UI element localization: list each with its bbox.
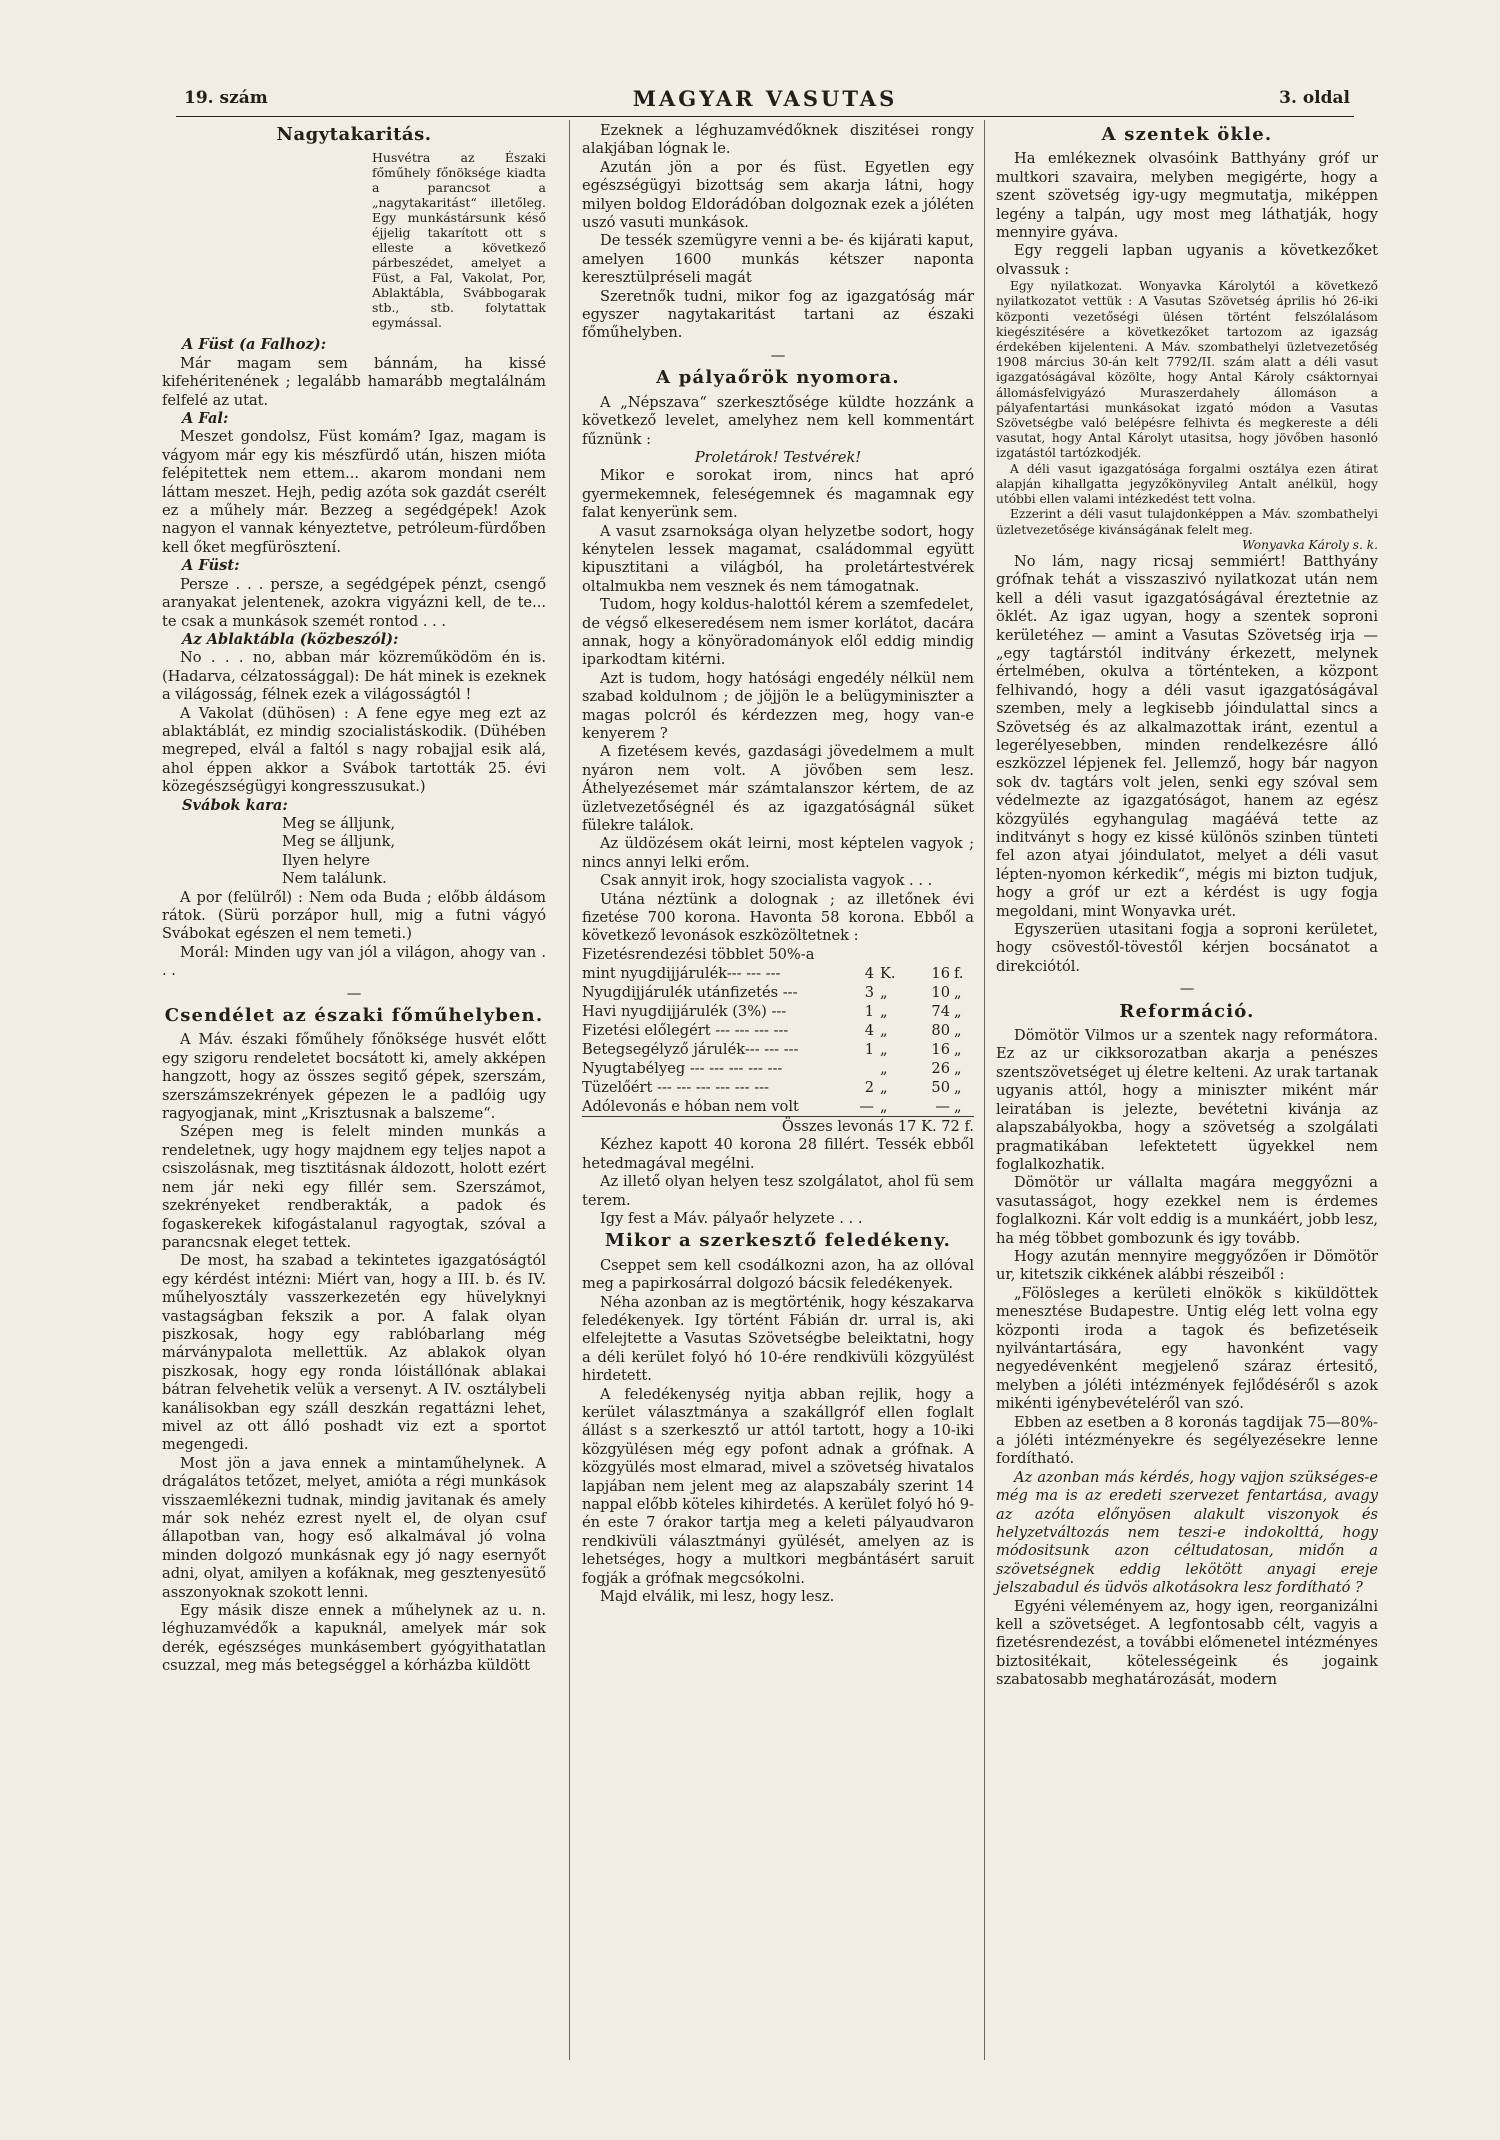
letter-salutation: Proletárok! Testvérek! xyxy=(694,448,862,466)
signature: Wonyavka Károly s. k. xyxy=(1242,537,1378,552)
table-row xyxy=(582,1040,974,1059)
fee-korona: 1 xyxy=(864,1003,874,1021)
fee-korona: 4 xyxy=(864,1022,874,1040)
article-intro: Husvétra az Északi főműhely főnöksége kiadta a parancsot a „nagytakaritást“ illetőleg. Egy munkástársunk késő éjjelig takarított ott s elleste a következő párbeszédet, amelyet a Füst, a Fal, Vakolat, Por, Ablaktábla, Svábbogarak stb., stb. folytattak egymással. xyxy=(372,150,546,331)
paragraph: Egyéni véleményem az, hogy igen, reorganizálni kell a szövetséget. A legfontosabb célt, vagyis a fizetésrendezést, a további előmenetel intézményes biztositékait, kötelességeink és jogaink szabatosabb meghatározását, modern xyxy=(996,1597,1378,1689)
fee-label: Nyugtabélyeg --- --- --- --- --- xyxy=(582,1060,783,1078)
fee-korona-unit: „ xyxy=(880,1003,888,1021)
table-row xyxy=(582,1059,974,1078)
article-title-szerkeszto: Mikor a szerkesztő feledékeny. xyxy=(604,1230,952,1252)
fee-filler-unit: „ xyxy=(954,1079,962,1097)
column-divider-2 xyxy=(984,120,985,2060)
paragraph: A fizetésem kevés, gazdasági jövedelmem a mult nyáron nem volt. A jövőben sem lesz. Áthelyezésemet már számtalanszor kértem, de az üzletvezetőségnél és az igazgatóságnál süket fülekre találok. xyxy=(582,743,974,835)
fee-filler: 10 xyxy=(931,984,950,1002)
fee-korona: 2 xyxy=(864,1079,874,1097)
paragraph: Hogy azután mennyire meggyőzően ir Dömötör ur, kitetszik cikkének alábbi részeiből : xyxy=(996,1247,1378,1284)
fee-label: Adólevonás e hóban nem volt xyxy=(582,1098,799,1116)
paragraph: Kézhez kapott 40 korona 28 fillért. Tessék ebből hetedmagával megélni. xyxy=(582,1136,974,1172)
paragraph: Ebben az esetben a 8 koronás tagdijak 75—80%-a jóléti intézményekre és segélyezésekre lenne fordítható. xyxy=(996,1413,1378,1468)
fee-table-header: Fizetésrendezési többlet 50%-a xyxy=(582,945,815,963)
paragraph: Most jön a java ennek a mintaműhelynek. A drágalátos tetőzet, melyet, amióta a régi munkások visszaemlékezni tudnak, mindig javitanak és amely már sok nehéz ezrest nyelt el, de olyan csuf állapotban van, hogy eső alkalmával jó volna minden dolgozó munkásnak egy jó nagy esernyőt adni, olyat, amilyen a kofáknak, meg gesztenyesütő asszonyoknak szokott lenni. xyxy=(162,1454,546,1601)
paragraph: A Vakolat (dühösen) : A fene egye meg ezt az ablaktáblát, ez mindig szocialistáskodik. (Dühében megreped, elvál a faltól s nagy robajjal esik alá, ahol éppen akkor a Svábok tartották 25. évi közegészségügyi kongresszusukat.) xyxy=(162,704,546,796)
section-dash: — xyxy=(1179,980,1195,998)
fee-filler: 16 xyxy=(931,1041,950,1059)
fee-label: Betegsegélyző járulék--- --- --- xyxy=(582,1041,799,1059)
paragraph: Egyszerüen utasitani fogja a soproni kerületet, hogy csövestől-tövestől kérjen bocsánatot a direkciótól. xyxy=(996,921,1378,975)
fee-label: Havi nyugdijjárulék (3%) --- xyxy=(582,1003,787,1021)
fee-filler: — xyxy=(935,1098,950,1116)
paragraph: Meszet gondolsz, Füst komám? Igaz, magam is vágyom már egy kis mészfürdő után, hiszen mióta felépitettek nem ettem... akarom mondani nem láttam meszet. Hejh, pedig azóta sok gazdát cserélt ez a műhely már. Bezzeg a segédgépek! Azok nagyon el vannak kényeztetve, petróleum-fürdőben kell őket megfürösztení. xyxy=(162,428,546,556)
paragraph: No . . . no, abban már közreműködöm én is. (Hadarva, célzatossággal): De hát minek is ezeknek a világosság, félnek ezek a világosságtól ! xyxy=(162,649,546,704)
speaker-svabok: Svábok kara: xyxy=(182,796,288,814)
article-title-palyaorok: A pályaőrök nyomora. xyxy=(656,367,900,389)
table-row xyxy=(582,1078,974,1097)
fee-korona-unit: „ xyxy=(880,1098,888,1116)
paragraph: Mikor e sorokat irom, nincs hat apró gyermekemnek, feleségemnek és magamnak egy falat kenyerünk sem. xyxy=(582,467,974,522)
paragraph: A déli vasut igazgatósága forgalmi osztálya ezen átirat alapján kihallgatta jegyzőkönyvileg Antalt anélkül, hogy utóbbi ellen valami intézkedést tett volna. xyxy=(996,461,1378,507)
fee-korona-unit: „ xyxy=(880,1079,888,1097)
verse-line: Ilyen helyre xyxy=(282,851,370,869)
fee-label: Nyugdijjárulék utánfizetés --- xyxy=(582,984,798,1002)
column-1 xyxy=(162,122,546,1676)
paragraph: Az üldözésem okát leirni, most képtelen vagyok ; nincs annyi lelki erőm. xyxy=(582,835,974,871)
paragraph: A Máv. északi főműhely főnöksége husvét előtt egy szigoru rendeletet bocsátott ki, amely akképen hangzott, hogy az összes segitő gépek, szerszám, szerszámszekrények gépezen le a padlóig ugy ragyogjanak, mint „Krisztusnak a balszeme“. xyxy=(162,1031,546,1123)
paragraph: Ha emlékeznek olvasóink Batthyány gróf ur multkori szavaira, melyben megigérte, hogy a szent szövetség igy-ugy megmutatja, miképpen legény a talpán, ugy most meg láthatják, hogy mennyire gyáva. xyxy=(996,150,1378,242)
section-dash: — xyxy=(770,346,786,364)
fee-label: Fizetési előlegért --- --- --- --- xyxy=(582,1022,789,1040)
paragraph: Igy fest a Máv. pályaőr helyzete . . . xyxy=(600,1209,863,1227)
paragraph: Tudom, hogy koldus-halottól kérem a szemfedelet, de végső elkeseredésem nem ismer korlátot, dacára annak, hogy a könyöradományok elől eddig mindig iparkodtam kitérni. xyxy=(582,596,975,669)
paragraph: A feledékenység nyitja abban rejlik, hogy a kerület választmánya a szakállgróf ellen foglalt állást s a szerkesztő ur attól tartott, hogy a 10-iki közgyülésen még egy pofont adnak a grófnak. A közgyülés most elmarad, mivel a szövetség hivatalos lapjában nem jelent meg az alapszabály szerint 14 nappal előbb köteles kihirdetés. A kerület folyó hó 9-én este 7 órakor tartja meg a keleti pályaudvaron rendkivüli választmányi gyülését, amelyen az is lehetséges, hogy a multkori megbántásért saruit fogják a grófnak megcsókolni. xyxy=(582,1385,974,1587)
paragraph: Dömötör Vilmos ur a szentek nagy reformátora. Ez az ur cikksorozatban akarja a penészes szentszövetséget uj életre kelteni. Az urak tartanak ugyanis attól, hogy a miniszter miként már leiratában is jelezte, bevétetni kivánja az alapszabályokba, hogy a szövetség a szolgálati pragmatikában lefektetett ügyekkel nem foglalkozhatik. xyxy=(996,1027,1378,1173)
fee-korona: — xyxy=(859,1098,874,1116)
paragraph: Szeretnők tudni, mikor fog az igazgatóság már egyszer nagytakaritást tartani az északi főműhelyben. xyxy=(582,287,974,342)
paragraph: Majd elválik, mi lesz, hogy lesz. xyxy=(600,1588,835,1606)
column-2 xyxy=(582,122,974,1606)
article-title-nagytakaritas: Nagytakaritás. xyxy=(276,124,432,145)
paragraph: Már magam sem bánnám, ha kissé kifehéritenének ; legalább hamarább megtalálnám felfelé az utat. xyxy=(162,354,546,409)
page-number: 3. oldal xyxy=(1279,88,1350,108)
paragraph: A vasut zsarnoksága olyan helyzetbe sodort, hogy kénytelen lessek magamat, családommal együtt kipusztitani a világból, ha proletártestvérek oltalmukba nem vesznek és nem támogatnak. xyxy=(582,522,974,595)
table-row xyxy=(582,1097,974,1117)
fee-korona-unit: „ xyxy=(880,1060,888,1078)
fee-korona: 4 xyxy=(864,965,874,983)
paragraph: Egy nyilatkozat. Wonyavka Károlytól a következő nyilatkozatot vettük : A Vasutas Szövetség április hó 26-iki központi vezetőségi ülésen történt felszólalásom kiegészitésére a következőket tartozom az igazság érdekében kijelenteni. A Máv. szombathelyi üzletvezetőség 1908 március 30-án kelt 7792/II. szám alatt a déli vasut igazgatóságával közölte, hogy Antal Károly csáktornyai állomásfelvigyázó Muraszerdahely állomáson a pályafentartási munkásokat izgató módon a Vasutas Szövetségbe való belépésre felhivta és megkereste a déli vasutat, hogy Antal Károlyt utasitsa, hogy jövőben hasonló izgatástól tartózkodjék. xyxy=(996,279,1378,461)
masthead-title: MAGYAR VASUTAS xyxy=(632,86,898,111)
paragraph: Csak annyit irok, hogy szocialista vagyok . . . xyxy=(600,872,933,890)
paragraph: Az illető olyan helyen tesz szolgálatot, ahol fü sem terem. xyxy=(582,1173,974,1209)
fee-filler-unit: „ xyxy=(954,984,962,1002)
fee-filler: 80 xyxy=(931,1022,950,1040)
fee-filler: 50 xyxy=(931,1079,950,1097)
verse-line: Meg se álljunk, xyxy=(282,814,396,832)
paragraph: Egy másik disze ennek a műhelynek az u. n. léghuzamvédők a kapuknál, amelyek már sok derék, egészséges munkásembert gyógyithatatlan csuzzal, meg más betegséggel a kórházba küldött xyxy=(162,1602,546,1675)
paragraph: „Fölösleges a kerületi elnökök s kiküldöttek menesztése Budapestre. Untig elég lett volna egy központi iroda a tagok és befizetéseik nyilvántartására, egy havonként vagy negyedévenként megjelenő száraz értesitő, melyben a jóléti intézmények fejlődéséről s azok mikénti igénybevételéről van szó. xyxy=(996,1284,1378,1413)
table-row xyxy=(582,1021,974,1040)
fee-filler: 16 xyxy=(931,965,950,983)
article-title-csendelet: Csendélet az északi főműhelyben. xyxy=(164,1005,544,1027)
fee-korona-unit: „ xyxy=(880,984,888,1002)
fee-label: mint nyugdijjárulék--- --- --- xyxy=(582,965,781,983)
paragraph: Az azonban más kérdés, hogy vajjon szükséges-e még ma is az eredeti szervezet fentartása, avagy az azóta előnyösen alakult viszonyok és helyzetváltozás nem teszi-e indokolttá, hogy módositsunk azon céltudatosan, midőn a szövetségnek eddig lekötött anyagi ereje jelszabadul és üdvös alkotásokra lesz fordítható ? xyxy=(996,1468,1378,1597)
paragraph: Utána néztünk a dolognak ; az illetőnek évi fizetése 700 korona. Havonta 58 korona. Ebből a következő levonások eszközöltetnek : xyxy=(582,890,974,945)
fee-filler: 74 xyxy=(931,1003,950,1021)
fee-total: Összes levonás 17 K. 72 f. xyxy=(582,1117,974,1137)
article-title-reformacio: Reformáció. xyxy=(1119,1000,1255,1022)
speaker-ablaktabla: Az Ablaktábla (közbeszól): xyxy=(182,630,399,648)
issue-number: 19. szám xyxy=(184,88,268,108)
fee-filler-unit: f. xyxy=(954,965,964,983)
fee-filler-unit: „ xyxy=(954,1041,962,1059)
fee-korona: 3 xyxy=(864,984,874,1002)
speaker-fust: A Füst (a Falhoz): xyxy=(182,336,327,354)
fee-filler-unit: „ xyxy=(954,1060,962,1078)
table-total-row xyxy=(582,1117,974,1137)
quoted-statement xyxy=(996,279,1378,553)
paragraph: Ezeknek a léghuzamvédőknek diszitései rongy alakjában lógnak le. xyxy=(582,122,974,158)
page-header xyxy=(176,86,1354,117)
speaker-fal: A Fal: xyxy=(182,410,229,428)
paragraph: De most, ha szabad a tekintetes igazgatóságtól egy kérdést intézni: Miért van, hogy a III. b. és IV. műhelyosztály vasszerkezetén egy hüvelyknyi vastagságban fekszik a por. A falak olyan piszkosak, hogy egy rablóbarlang még márványpalota mellettük. Az ablakok olyan piszkosak, hogy egy ronda lóistállónak ablakai bátran felvehetik velük a versenyt. A IV. osztálybeli kanálisokban egy száll deszkán regattázni lehet, mivel az ott álló poshadt viz ezt a sportot megengedi. xyxy=(162,1252,546,1454)
verse-line: Nem találunk. xyxy=(282,870,387,888)
fee-korona-unit: „ xyxy=(880,1022,888,1040)
paragraph: Azt is tudom, hogy hatósági engedély nélkül nem szabad koldulnom ; de jöjjön le a belügyminiszter a magas polcról és kérdezzen meg, hogy van-e kenyerem ? xyxy=(582,669,974,742)
table-row xyxy=(582,983,974,1002)
paragraph: Persze . . . persze, a segédgépek pénzt, csengő aranyakat jelentenek, azokra vigyázni kell, de te... te csak a munkások szemét rontod . . . xyxy=(162,575,546,630)
paragraph: Dömötör ur vállalta magára meggyőzni a vasutasságot, hogy ezekkel nem is érdemes foglalkozni. Kár volt eddig is a munkáért, jobb lesz, ha még többet gombozunk és igy tovább. xyxy=(996,1174,1378,1247)
paragraph: Ezzerint a déli vasut tulajdonképpen a Máv. szombathelyi üzletvezetősége kivánságának felelt meg. xyxy=(996,507,1378,537)
paragraph: Szépen meg is felelt minden munkás a rendeletnek, ugy hogy majdnem egy teljes napot a csiszolásnak, meg tisztitásnak áldozott, holott ezért nem jár neki egy fillér sem. Szerszámot, szekrényeket rendberakták, a padok és fogaskerekek kifogástalanul ragyogtak, szóval a parancsnak eleget tettek. xyxy=(162,1123,546,1251)
table-row xyxy=(582,1002,974,1021)
fee-korona xyxy=(840,1059,874,1078)
table-row xyxy=(582,964,974,983)
fee-filler-unit: „ xyxy=(954,1022,962,1040)
paragraph: Egy reggeli lapban ugyanis a következőket olvassuk : xyxy=(996,242,1378,278)
paragraph: Cseppet sem kell csodálkozni azon, ha az ollóval meg a papirkosárral dolgozó bácsik feledékenyek. xyxy=(582,1256,974,1293)
section-dash: — xyxy=(346,984,362,1002)
speaker-fust: A Füst: xyxy=(182,557,240,575)
fee-korona-unit: K. xyxy=(880,965,896,983)
fee-filler-unit: „ xyxy=(954,1003,962,1021)
column-3 xyxy=(996,122,1378,1690)
paragraph: No lám, nagy ricsaj semmiért! Batthyány grófnak tehát a visszaszivó nyilatkozat után nem kell a déli vasut igazgatóságával éreztetnie az öklét. Az igaz ugyan, hogy a szentek soproni kerületéhez — amint a Vasutas Szövetség irja — „egy tagtárstól inditvány érkezett, melynek értelmében, okulva a történteken, a központ felhivandó, hogy a déli vasut igazgatóságával szemben, mely a legkisebb jóindulattal sincs a Szövetség és az alkalmazottak iránt, ezentul a legerélyesebben, minden rendelkezésre álló eszközzel lépjenek fel. Jellemző, hogy bár nagyon sok dv. tagtárs volt jelen, senki egy szóval sem védelmezte az igazgatóságot, hanem az egész közgyülés egyhangulag magáévá tette az inditványt s hogy ez kissé különös szinben tünteti fel azon atyai jóindulatot, melyet a déli vasut lépten-nyomon kérkedik“, mégis mi bizton tudjuk, hogy a gróf ur ezt a kérdést is ugy fogja megoldani, mint Wonyavka urét. xyxy=(996,552,1378,920)
fee-filler: 26 xyxy=(931,1060,950,1078)
paragraph: A „Népszava“ szerkesztősége küldte hozzánk a következő levelet, amelyhez nem kell kommentárt fűznünk : xyxy=(582,393,974,448)
paragraph: Néha azonban az is megtörténik, hogy készakarva feledékenyek. Igy történt Fábián dr. urral is, aki elfelejtette a Vasutas Szövetségbe beleiktatni, hogy a déli kerület folyó hó 10-ére rendkivüli közgyülést hirdetett. xyxy=(582,1293,974,1385)
fee-filler-unit: „ xyxy=(954,1098,962,1116)
paragraph: De tessék szemügyre venni a be- és kijárati kaput, amelyen 1600 munkás kétszer naponta keresztülpréseli magát xyxy=(582,232,974,287)
paragraph: Morál: Minden ugy van jól a világon, ahogy van . . . xyxy=(162,943,546,980)
fee-korona: 1 xyxy=(864,1041,874,1059)
paragraph: A por (felülről) : Nem oda Buda ; előbb áldásom rátok. (Sürü porzápor hull, mig a futni vágyó Svábokat egészen el nem temeti.) xyxy=(162,888,546,943)
article-title-szentek-okle: A szentek ökle. xyxy=(1101,124,1273,145)
fee-korona-unit: „ xyxy=(880,1041,888,1059)
column-divider-1 xyxy=(569,120,570,2060)
deductions-table xyxy=(582,964,974,1136)
paragraph: Azután jön a por és füst. Egyetlen egy egészségügyi bizottság sem akarja látni, hogy milyen boldog Eldorádóban dolgoznak ezek a jóléten uszó vasuti munkások. xyxy=(582,158,974,232)
fee-label: Tüzelőért --- --- --- --- --- --- xyxy=(582,1079,769,1097)
verse-line: Meg se álljunk, xyxy=(282,833,396,851)
